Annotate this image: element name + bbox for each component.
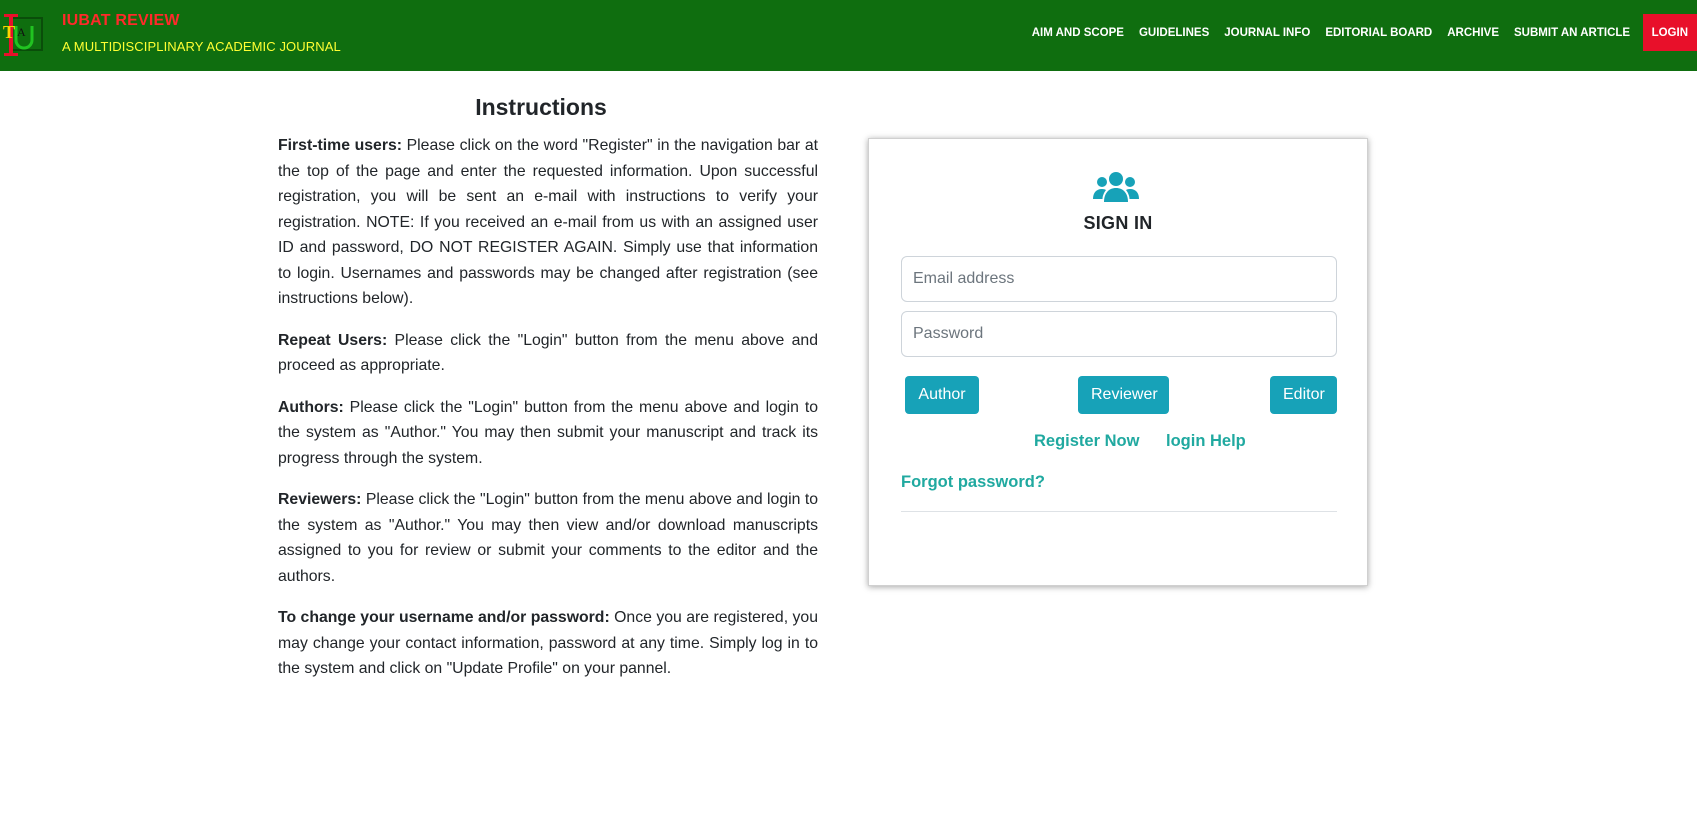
reviewer-button[interactable]: Reviewer — [1078, 376, 1169, 414]
instructions-panel — [278, 94, 818, 698]
users-icon — [1093, 171, 1139, 203]
nav-journal-info[interactable]: JOURNAL INFO — [1224, 26, 1311, 39]
signin-title: SIGN IN — [1083, 213, 1153, 233]
forgot-password-link[interactable]: Forgot password? — [901, 473, 1045, 491]
brand-title[interactable]: IUBAT REVIEW — [62, 12, 180, 29]
signin-card — [868, 138, 1368, 586]
register-now-link[interactable]: Register Now — [1034, 432, 1140, 450]
email-input[interactable] — [901, 256, 1337, 302]
para-text: Please click the "Login" button from the menu above and proceed as appropriate. — [278, 331, 818, 374]
para-text: Please click on the word "Register" in the navigation bar at the top of the page and enter the requested information. Upon successful registration, you will be sent an e-mail with instructions to verify your registration. NOTE: If you received an e-mail from us with an assigned user ID and password, DO NOT REGISTER AGAIN. Simply use that information to login. Usernames and passwords may be changed after registration (see instructions below). — [278, 137, 818, 307]
svg-text:T: T — [3, 22, 16, 42]
editor-button[interactable]: Editor — [1270, 376, 1337, 414]
para-change-credentials — [278, 605, 818, 682]
card-divider — [901, 511, 1337, 512]
journal-logo-icon[interactable] — [0, 12, 46, 58]
para-label: Authors: — [278, 398, 344, 416]
para-authors — [278, 395, 818, 472]
para-first-time-users — [278, 133, 818, 312]
nav-editorial-board[interactable]: EDITORIAL BOARD — [1325, 26, 1433, 39]
para-label: First-time users: — [278, 137, 403, 154]
author-button[interactable]: Author — [905, 376, 979, 414]
para-label: Reviewers: — [278, 491, 362, 508]
para-text: Please click the "Login" button from the menu above and login to the system as "Author." You may then submit your manuscript and track its progress through the system. — [278, 398, 818, 467]
instructions-title: Instructions — [475, 94, 607, 120]
nav-login-button[interactable]: LOGIN — [1643, 14, 1697, 51]
para-text: Please click the "Login" button from the menu above and login to the system as "Author." You may then view and/or download manuscripts assigned to you for review or submit your comments to the editor and the authors. — [278, 491, 818, 585]
para-reviewers — [278, 487, 818, 589]
svg-text:A: A — [17, 25, 26, 39]
para-label: Repeat Users: — [278, 331, 388, 349]
para-label: To change your username and/or password: — [278, 609, 610, 626]
header-bar — [0, 0, 1697, 71]
nav-archive[interactable]: ARCHIVE — [1447, 26, 1500, 39]
brand-subtitle: A MULTIDISCIPLINARY ACADEMIC JOURNAL — [62, 39, 341, 54]
main-nav — [1024, 14, 1697, 51]
login-help-link[interactable]: login Help — [1166, 432, 1246, 450]
nav-aim-and-scope[interactable]: AIM AND SCOPE — [1031, 26, 1124, 39]
password-input[interactable] — [901, 311, 1337, 357]
para-text: Once you are registered, you may change your contact information, password at any time. Simply log in to the system and click on "Update Profile" on your pannel. — [278, 609, 818, 677]
para-repeat-users — [278, 328, 818, 379]
nav-submit-article[interactable]: SUBMIT AN ARTICLE — [1514, 26, 1631, 39]
nav-guidelines[interactable]: GUIDELINES — [1138, 26, 1210, 39]
